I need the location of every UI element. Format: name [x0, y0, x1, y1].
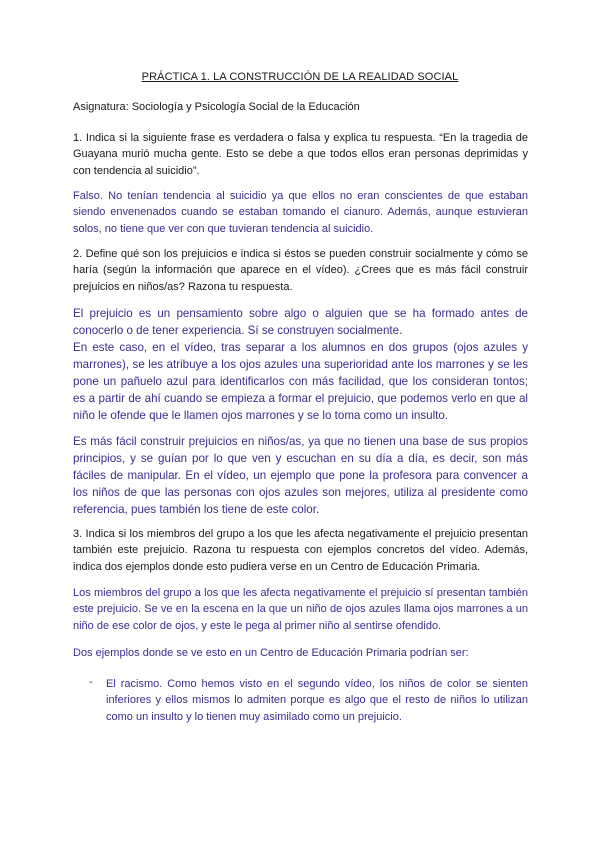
answer-1: Falso. No tenían tendencia al suicidio ya que ellos no eran conscientes de que estaban siendo envenenados cuando se estaban tomando el cianuro. Además, aunque estuvieran solos, no tiene que ver con que tuvieran tendencia al suicidio. — [73, 190, 528, 235]
subject-line: Asignatura: Sociología y Psicología Social de la Educación — [73, 101, 360, 113]
question-3: 3. Indica si los miembros del grupo a los que les afecta negativamente el prejuicio presentan también este prejuicio. Razona tu respuesta con ejemplos concretos del vídeo. Además, indica dos ejemplos donde esto pudiera verse en un Centro de Educación Primaria. — [73, 528, 528, 573]
document-title — [0, 71, 600, 83]
question-1: 1. Indica si la siguiente frase es verdadera o falsa y explica tu respuesta. “En la tragedia de Guayana murió mucha gente. Esto se debe a que todos ellos eran personas deprimidas y con tendencia al suicidio”. — [73, 132, 528, 177]
answer-2-paragraph-2: En este caso, en el vídeo, tras separar a los alumnos en dos grupos (ojos azules y marrones), se les atribuye a los ojos azules una superioridad ante los marrones y se les pone un pañuelo azul para identificarlos con más facilidad, que los consideran tontos; es a partir de ahí cuando se empieza a formar el prejuicio, que podemos verlo en que al niño le ofende que le llamen ojos marrones y se lo toma como un insulto. — [73, 341, 528, 422]
document-title-text: PRÁCTICA 1. LA CONSTRUCCIÓN DE LA REALIDAD SOCIAL — [141, 71, 459, 83]
answer-2-paragraph-3: Es más fácil construir prejuicios en niños/as, ya que no tienen una base de sus propios principios, y se guían por lo que ven y escuchan en su día a día, es decir, son más fáciles de manipular. En el vídeo, un ejemplo que pone la profesora para convencer a los niños de que las personas con ojos azules son mejores, utiliza al presidente como referencia, pues también los tiene de este color. — [73, 435, 528, 516]
bullet-marker: - — [89, 676, 93, 688]
answer-3: Los miembros del grupo a los que les afecta negativamente el prejuicio sí presentan también este prejuicio. Se ve en la escena en la que un niño de ojos azules llama ojos marrones a un niño de ese color de ojos, y este le pega al primer niño al sentirse ofendido. — [73, 587, 528, 632]
examples-intro: Dos ejemplos donde se ve esto en un Centro de Educación Primaria podrían ser: — [73, 647, 469, 659]
answer-2-paragraph-1: El prejuicio es un pensamiento sobre algo o alguien que se ha formado antes de conocerlo o de tener experiencia. Sí se construyen socialmente. — [73, 307, 528, 337]
bullet-item-1: El racismo. Como hemos visto en el segundo vídeo, los niños de color se sienten inferiores y ellos mismos lo admiten porque es algo que el resto de niños lo utilizan como un insulto y lo tienen muy asimilado como un prejuicio. — [106, 678, 528, 723]
question-2: 2. Define qué son los prejuicios e indica si éstos se pueden construir socialmente y cómo se haría (según la información que aparece en el vídeo). ¿Crees que es más fácil construir prejuicios en niños/as? Razona tu respuesta. — [73, 248, 528, 293]
